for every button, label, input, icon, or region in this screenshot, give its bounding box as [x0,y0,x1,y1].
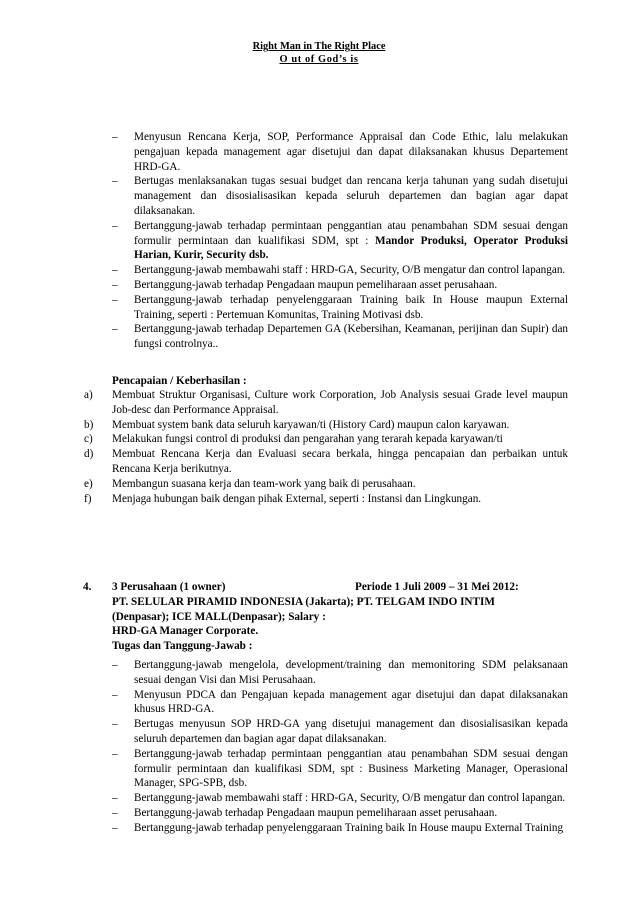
employment-period: Periode 1 Juli 2009 – 31 Mei 2012: [355,581,519,593]
list-item: b) Membuat system bank data seluruh karyawan/ti (History Card) maupun calon karyawan. [84,418,510,431]
list-item: – Bertanggung-jawab terhadap Pengadaan maupun pemeliharaan asset perusahaan. [112,806,498,819]
section-heading [112,580,572,654]
job-position: HRD-GA Manager Corporate. [112,625,259,638]
duties-title: Tugas dan Tanggung-Jawab : [112,640,253,653]
list-item: – Bertanggung-jawab mengelola, development/training dan memonitoring SDM pelaksanaan sesuai dengan Visi dan Misi Perusahaan. [112,659,568,686]
list-item: d) Membuat Rencana Kerja dan Evaluasi secara berkala, hingga pencapaian dan perbaikan untuk Rencana Kerja berikutnya. [84,448,568,475]
list-item: c) Melakukan fungsi control di produksi dan pengarahan yang terarah kepada karyawan/ti [84,433,503,446]
list-item: – Bertugas menyusun SOP HRD-GA yang disetujui management dan disosialisasikan kepada seluruh departemen dan bagian agar dapat dilaksanakan. [112,718,568,745]
dash-bullet-icon: – [112,293,118,306]
item-marker: c) [84,433,93,446]
dash-bullet-icon: – [112,806,118,819]
list-item: – Bertanggung-jawab terhadap penyelenggaraan Training baik In House maupu External Training [112,821,564,834]
dash-bullet-icon: – [112,659,118,671]
duties-list-1 [112,130,568,352]
dash-bullet-icon: – [112,792,118,805]
companies-count: 3 Perusahaan (1 owner) [112,581,226,593]
item-marker: f) [84,492,92,505]
dash-bullet-icon: – [112,131,118,143]
dash-bullet-icon: – [112,323,118,336]
item-marker: b) [84,418,94,431]
company-names-line2: (Denpasar); ICE MALL(Denpasar); Salary : [112,610,326,623]
duties-list-2 [112,658,568,836]
dash-bullet-icon: – [112,821,118,834]
dash-bullet-icon: – [112,219,118,232]
list-item: f) Menjaga hubungan baik dengan pihak External, seperti : Instansi dan Lingkungan. [84,492,482,505]
achievements-title: Pencapaian / Keberhasilan : [112,375,247,387]
list-item: – Bertanggung-jawab terhadap penyelenggaraan Training baik In House maupun External Training, seperti : Pertemuan Komunitas, Training Motivasi dsb. [112,293,568,321]
list-item: – Bertugas menlaksanakan tugas sesuai budget dan rencana kerja tahunan yang sudah disetujui management dan disosialisasikan kepada seluruh departemen dan bagian agar dapat dilaksanakan. [112,175,568,217]
item-marker: a) [84,389,93,401]
list-item: e) Membangun suasana kerja dan team-work yang baik di perusahaan. [84,477,416,490]
list-item: – Menyusun Rencana Kerja, SOP, Performance Appraisal dan Code Ethic, lalu melakukan pengajuan kepada management agar disetujui dan dapat dilaksanakan khusus Departement HRD-GA. [112,131,568,173]
dash-bullet-icon: – [112,264,118,277]
list-item: – Bertanggung-jawab terhadap permintaan penggantian atau penambahan SDM sesuai dengan formulir permintaan dan kualifikasi SDM, spt : Mandor Produksi, Operator Produksi Harian, Kurir, Security dsb. [112,219,568,262]
list-item: – Bertanggung-jawab membawahi staff : HRD-GA, Security, O/B mengatur dan control lapangan. [112,264,566,277]
list-item: – Bertanggung-jawab terhadap Departemen GA (Kebersihan, Keamanan, perijinan dan Supir) dan fungsi controlnya.. [112,323,568,351]
header-subtitle: O ut of God’s is [279,54,359,65]
page-header [0,40,638,66]
header-title: Right Man in The Right Place [252,41,386,52]
list-item: – Menyusun PDCA dan Pengajuan kepada management agar disetujui dan dapat dilaksanakan khusus HRD-GA. [112,688,568,716]
list-item: – Bertanggung-jawab terhadap permintaan penggantian atau penambahan SDM sesuai dengan formulir permintaan dan kualifikasi SDM, spt : Business Marketing Manager, Operasional Manager, SPG-SPB, dsb. [112,747,568,790]
list-item: – Bertanggung-jawab membawahi staff : HRD-GA, Security, O/B mengatur dan control lapangan. [112,792,566,805]
list-item: – Bertanggung-jawab terhadap Pengadaan maupun pemeliharaan asset perusahaan. [112,278,498,291]
dash-bullet-icon: – [112,747,118,760]
section-number: 4. [83,581,92,593]
dash-bullet-icon: – [112,718,118,731]
dash-bullet-icon: – [112,175,118,188]
bold-roles: Mandor Produksi, Operator Produksi Harian, Kurir, Security dsb. [134,234,568,262]
achievements-list [84,388,568,506]
dash-bullet-icon: – [112,278,118,291]
list-item: a) Membuat Struktur Organisasi, Culture work Corporation, Job Analysis sesuai Grade level maupun Job-desc dan Performance Appraisal. [84,389,568,416]
item-marker: d) [84,448,94,461]
item-marker: e) [84,477,93,490]
dash-bullet-icon: – [112,688,118,701]
company-names-line1: PT. SELULAR PIRAMID INDONESIA (Jakarta); PT. TELGAM INDO INTIM [112,595,495,608]
